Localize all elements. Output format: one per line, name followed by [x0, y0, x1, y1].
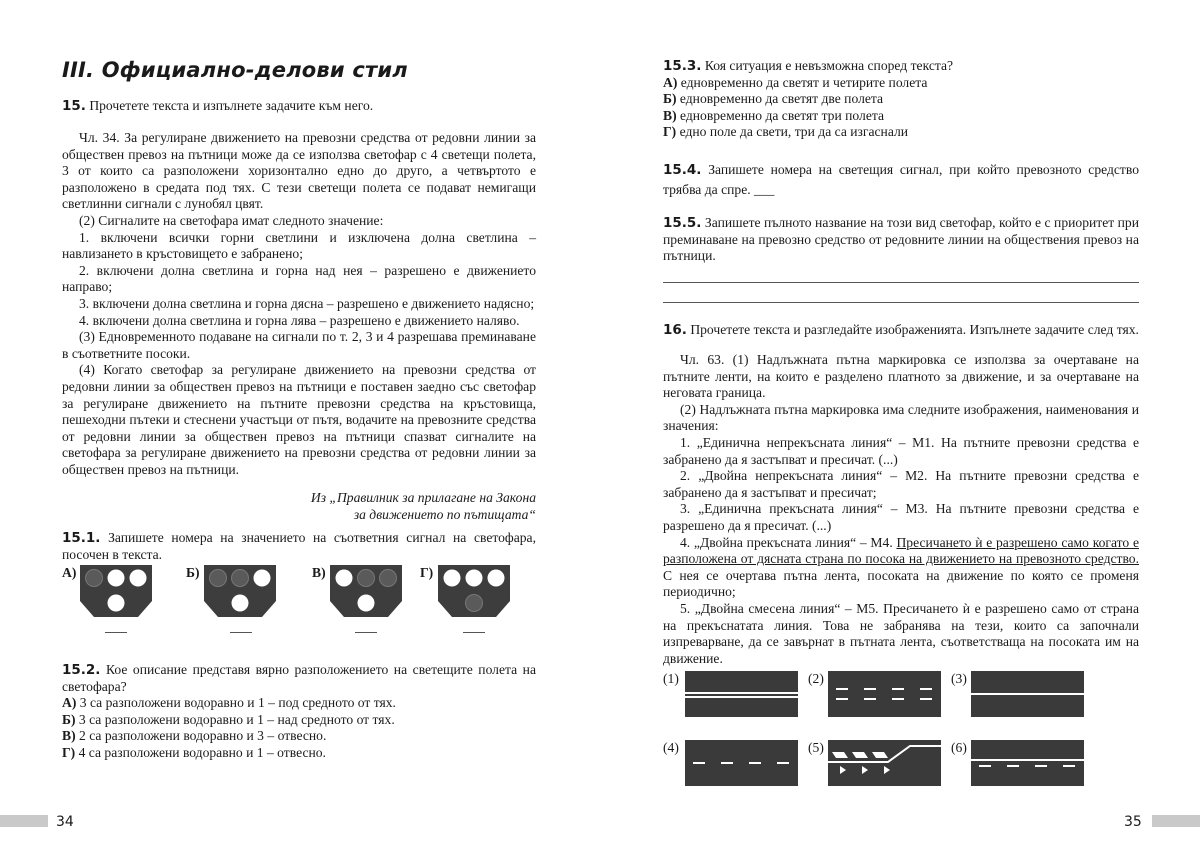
question-15-5: 15.5. Запишете пълното название на този вид светофар, който е с приоритет при преминаване на превозно средство от редовните линии на обществения превоз на пътници. [663, 215, 1139, 264]
law-text-article-63 [663, 352, 1139, 667]
question-15-2: 15.2. Кое описание представя вярно разположението на светещите полета на светофара? А) 3 са разположени водоравно и 1 – под средното от тях. Б) 3 са разположени водоравно и 1 – над средното от тях. В) 2 са разположени водоравно и 3 – отвесно. Г) 4 са разположени водоравно и 1 – отвесно. [62, 662, 536, 760]
option[interactable]: В) 2 са разположени водоравно и 3 – отвесно. [62, 728, 327, 744]
law-paragraph: 5. „Двойна смесена линия“ – M5. Пресичането ѝ е разрешено само от страна на прекъснатата линия. Това не забранява на тези, които са започнали изпреварване, да се завърнат в пътната лента, съответстваща на посоката им на движение. [663, 600, 1139, 666]
page-bar-right [1152, 815, 1200, 827]
road-marking-5 [828, 740, 941, 786]
answer-line-1[interactable] [663, 282, 1139, 283]
road-label-1: (1) [663, 671, 679, 686]
option[interactable]: В) едновременно да светят три полета [663, 107, 884, 123]
road-surface [971, 740, 1084, 786]
solid-line [685, 696, 798, 698]
light-b-label: Б) [186, 565, 200, 580]
law-paragraph: 4. „Двойна прекъсната линия“ – M4. Пресичането ѝ е разрешено само когато е разположена от дясната страна по посока на движението на превозното средство. С нея се очертава пътна лента, посоката на движение по която се променя периодично; [663, 534, 1139, 600]
section-title: III. Официално-делови стил [62, 58, 408, 82]
law-paragraph: 2. „Двойна непрекъсната линия“ – M2. На пътните превозни средства е забранено да я застъпват и пресичат; [663, 468, 1139, 500]
task-16: 16. Прочетете текста и разгледайте изображенията. Изпълнете задачите след тях. [663, 322, 1139, 338]
question-15-3: 15.3. Коя ситуация е невъзможна според текста? А) едновременно да светят и четирите полета Б) едновременно да светят две полета В) едновременно да светят три полета Г) едно поле да свети, три да са изгаснали [663, 58, 1139, 141]
light-c-label: В) [312, 565, 326, 580]
law-paragraph: (4) Когато светофар за регулиране движението на превозни средства от редовни линии за обществен превоз на пътници е поставен заедно със светофар за регулиране движението на пътните превозни средства на кръстовища, пешеходни пътеки и стеснени участъци от пътя, водачите на превозните средства от редовни линии за обществен превоз на пътници спазват сигналите на светофара за регулиране движението на превозни средства от редовни линии за обществен превоз на пътници. [62, 362, 536, 477]
page-number-right: 35 [1124, 814, 1142, 830]
road-surface [828, 671, 941, 717]
road-label-4: (4) [663, 740, 679, 755]
law-paragraph: (2) Надлъжната пътна маркировка има следните изображения, наименования и значения: [663, 401, 1139, 434]
law-paragraph: (2) Сигналите на светофара имат следното значение: [79, 212, 384, 228]
question-15-1: 15.1. Запишете номера на значението на съответния сигнал на светофара, посочен в текста. [62, 530, 536, 562]
question-15-4: 15.4. Запишете номера на светещия сигнал, при който превозното средство трябва да спре. ___ [663, 162, 1139, 197]
solid-line [971, 693, 1084, 695]
option[interactable]: Г) 4 са разположени водоравно и 1 – отвесно. [62, 744, 326, 760]
page-number-left: 34 [56, 814, 74, 830]
option[interactable]: Б) 3 са разположени водоравно и 1 – над средното от тях. [62, 711, 395, 727]
road-label-2: (2) [808, 671, 824, 686]
law-paragraph: (3) Едновременното подаване на сигнали по т. 2, 3 и 4 разрешава преминаване в съответните посоки. [62, 329, 536, 361]
light-a-label: А) [62, 565, 77, 580]
option[interactable]: Г) едно поле да свети, три да са изгаснали [663, 124, 909, 140]
law-paragraph: 2. включени долна светлина и горна над нея – разрешено е движението направо; [62, 262, 536, 295]
road-marking-6 [971, 740, 1084, 786]
option[interactable]: А) 3 са разположени водоравно и 1 – под средното от тях. [62, 695, 396, 711]
underlined-text: Пресичането ѝ е разрешено само когато е разположена от дясната страна по посока на движението на превозното средство. [663, 534, 1139, 567]
road-marking-2 [828, 671, 941, 717]
task-15: 15. Прочетете текста и изпълнете задачите към него. [62, 98, 374, 114]
solid-line [685, 692, 798, 694]
law-paragraph: 1. „Единична непрекъсната линия“ – M1. На пътните превозни средства е забранено да я застъпват и пресичат. (...) [663, 434, 1139, 467]
law-paragraph: 3. включени долна светлина и горна дясна – разрешено е движението надясно; [79, 295, 535, 311]
law-paragraph: Чл. 34. За регулиране движението на превозни средства от редовни линии за обществен превоз на пътници може да се използва светофар с 4 светещи полета, 3 от които са разположени хоризонтално едно до друго, а четвъртото е разположено в средата под тях. С тези светещи полета се подават немигащи светлинни сигнали с лунобял цвят. [62, 130, 536, 212]
option[interactable]: Б) едновременно да светят две полета [663, 91, 884, 107]
road-marking-4 [685, 740, 798, 786]
road-label-3: (3) [951, 671, 967, 686]
source-citation: Из „Правилник за прилагане на Закона за движението по пътищата“ [310, 490, 536, 523]
answer-line-2[interactable] [663, 302, 1139, 303]
road-label-6: (6) [951, 740, 967, 755]
road-marking-3 [971, 671, 1084, 717]
law-paragraph: 4. включени долна светлина и горна лява – разрешено е движението наляво. [79, 312, 520, 328]
law-paragraph: 1. включени всички горни светлини и изключена долна светлина – навлизането в кръстовището е забранено; [62, 229, 536, 262]
law-paragraph: Чл. 63. (1) Надлъжната пътна маркировка се използва за очертаване на пътните ленти, на които е разделено платното за движение, и за очертаване на неговата граница. [663, 352, 1139, 401]
road-label-5: (5) [808, 740, 824, 755]
solid-line [971, 759, 1084, 761]
option[interactable]: А) едновременно да светят и четирите полета [663, 74, 928, 90]
road-marking-1 [685, 671, 798, 717]
law-paragraph: 3. „Единична прекъсната линия“ – M3. На пътните превозни средства е разрешено да я пресичат. (...) [663, 501, 1139, 533]
light-d-label: Г) [420, 565, 434, 580]
